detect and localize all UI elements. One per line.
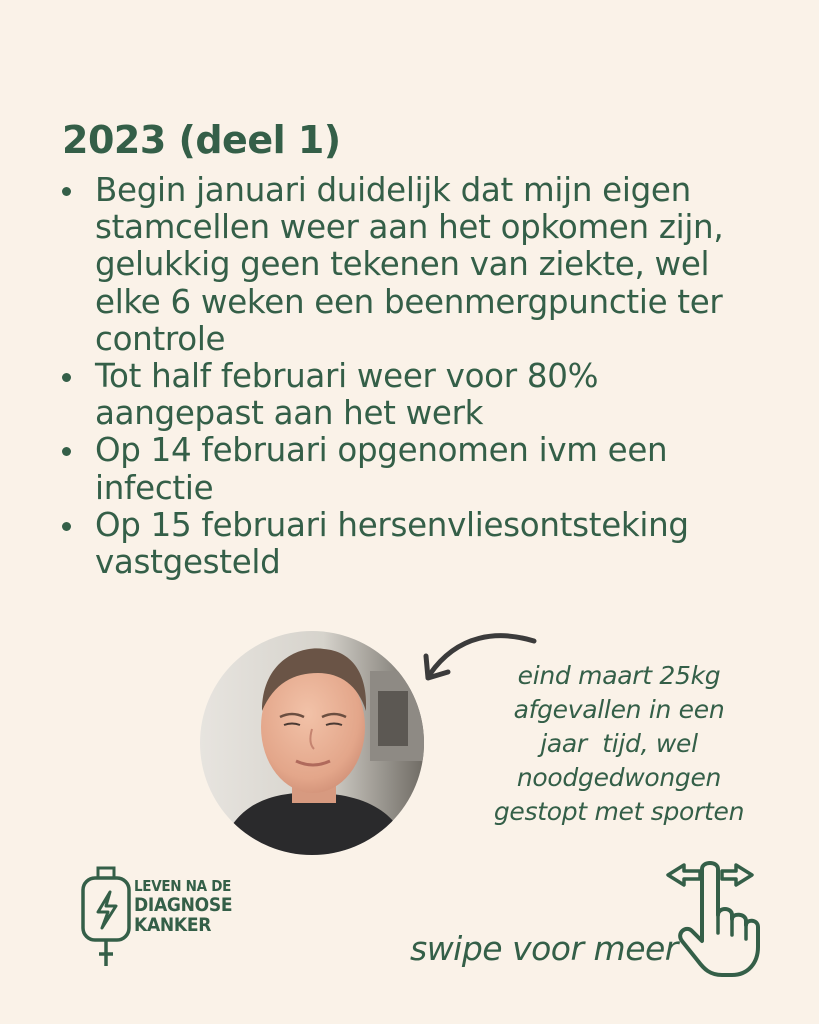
photo-caption: [462, 659, 776, 829]
portrait-illustration: [200, 631, 424, 855]
bullet-line: Tot half februari weer voor 80%: [95, 357, 599, 396]
iv-bag-lightning-icon: [80, 866, 132, 968]
caption-line: gestopt met sporten: [493, 797, 745, 826]
bullet-item: [58, 507, 758, 581]
bullet-line: controle: [95, 319, 226, 358]
bullet-line: elke 6 weken een beenmergpunctie ter: [95, 282, 723, 321]
caption-line: jaar tijd, wel: [540, 729, 698, 758]
bullet-line: Op 15 februari hersenvliesontsteking: [95, 505, 689, 544]
portrait-photo: [200, 631, 424, 855]
bullet-line: infectie: [95, 468, 214, 507]
bullet-line: stamcellen weer aan het opkomen zijn,: [95, 208, 724, 247]
swipe-hint: swipe voor meer: [410, 929, 678, 968]
bullet-list: [58, 172, 758, 581]
swipe-hand-icon: [660, 855, 760, 979]
brand-line: DIAGNOSE: [134, 894, 233, 916]
caption-line: noodgedwongen: [516, 763, 722, 792]
caption-line: eind maart 25kg: [517, 661, 721, 690]
bullet-item: [58, 358, 758, 432]
bullet-line: Op 14 februari opgenomen ivm een: [95, 431, 668, 470]
brand-line: KANKER: [134, 914, 212, 936]
bullet-line: aangepast aan het werk: [95, 394, 484, 433]
brand-logo-text: [134, 877, 232, 935]
bullet-line: gelukkig geen tekenen van ziekte, wel: [95, 245, 710, 284]
caption-line: afgevallen in een: [513, 695, 725, 724]
bullet-item: [58, 432, 758, 506]
bullet-item: [58, 172, 758, 358]
slide-title: 2023 (deel 1): [62, 118, 341, 162]
bullet-line: vastgesteld: [95, 543, 281, 582]
bullet-line: Begin januari duidelijk dat mijn eigen: [95, 171, 691, 209]
brand-line: LEVEN NA DE: [134, 877, 232, 895]
